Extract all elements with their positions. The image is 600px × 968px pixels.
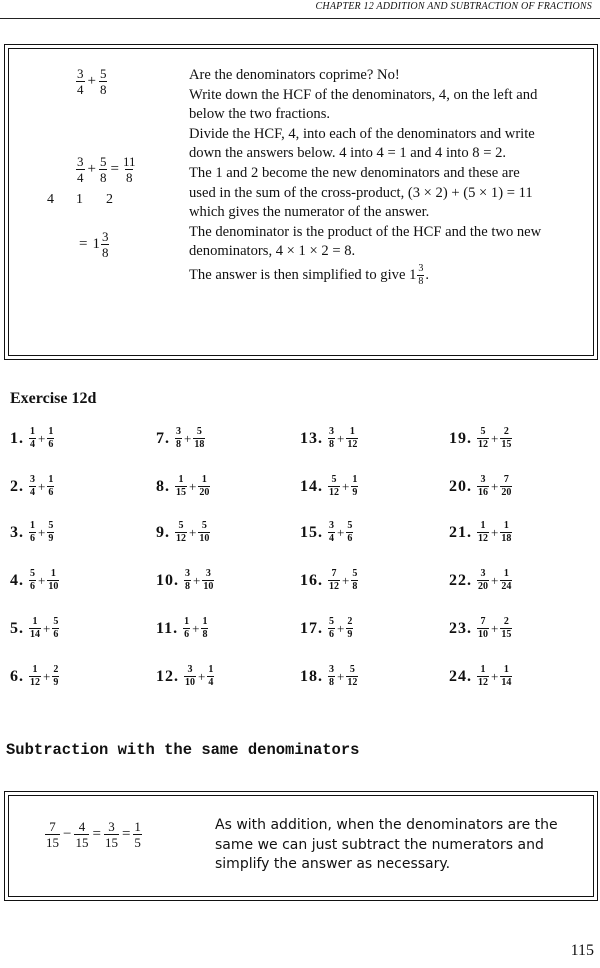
fraction: $\frac{5}{6}$ xyxy=(329,616,334,640)
exercise-problem: 22. $\frac{3}{20}$ + $\frac{1}{24}$ xyxy=(449,568,512,592)
fraction: $\frac{1}{24}$ xyxy=(501,568,512,592)
problem-number: 3. xyxy=(10,523,24,541)
explanation-line: The denominator is the product of the HCF and the two new denominators, 4 × 1 × 2 = 8. xyxy=(189,223,542,260)
problem-number: 4. xyxy=(10,571,24,589)
problem-number: 23. xyxy=(449,619,472,637)
fraction: $\frac{3}{4}$ xyxy=(329,520,334,544)
exercise-problem: 20. $\frac{3}{16}$ + $\frac{7}{20}$ xyxy=(449,474,512,498)
fraction: $\frac{3}{10}$ xyxy=(185,664,195,688)
fraction: $\frac{1}{9}$ xyxy=(352,474,358,498)
section-title: Subtraction with the same denominators xyxy=(6,741,360,759)
new-denominator-1: 1 xyxy=(76,192,83,207)
explanation-line: Write down the HCF of the denominators, 4, on the left and below the two fractions. xyxy=(189,86,538,123)
fraction: $\frac{3}{4}$ xyxy=(77,66,84,97)
problem-number: 15. xyxy=(300,523,323,541)
fraction: $\frac{5}{12}$ xyxy=(347,664,358,688)
problem-number: 13. xyxy=(300,429,323,447)
fraction: $\frac{5}{18}$ xyxy=(194,426,205,450)
exercise-problem: 13. $\frac{3}{8}$ + $\frac{1}{12}$ xyxy=(300,426,358,450)
fraction: $\frac{1}{12}$ xyxy=(478,664,488,688)
fraction: $\frac{5}{12}$ xyxy=(329,474,339,498)
exercise-problem: 16. $\frac{7}{12}$ + $\frac{5}{8}$ xyxy=(300,568,358,592)
fraction: $\frac{5}{6}$ xyxy=(347,520,353,544)
problem-number: 10. xyxy=(156,571,179,589)
exercise-problem: 8. $\frac{1}{15}$ + $\frac{1}{20}$ xyxy=(156,474,210,498)
exercise-problem: 11. $\frac{1}{6}$ + $\frac{1}{8}$ xyxy=(156,616,208,640)
exercise-problem: 19. $\frac{5}{12}$ + $\frac{2}{15}$ xyxy=(449,426,512,450)
problem-number: 24. xyxy=(449,667,472,685)
exercise-problem: 10. $\frac{3}{8}$ + $\frac{3}{10}$ xyxy=(156,568,214,592)
fraction: $\frac{7}{10}$ xyxy=(478,616,488,640)
explanation-line: Are the denominators coprime? No! xyxy=(189,67,400,83)
problem-number: 18. xyxy=(300,667,323,685)
fraction: $\frac{1}{15}$ xyxy=(176,474,186,498)
fraction: $\frac{5}{6}$ xyxy=(53,616,59,640)
fraction: $\frac{3}{10}$ xyxy=(203,568,214,592)
problem-number: 17. xyxy=(300,619,323,637)
fraction: $\frac{5}{12}$ xyxy=(478,426,488,450)
chapter-header: CHAPTER 12 ADDITION AND SUBTRACTION OF FRACTIONS xyxy=(315,1,592,12)
fraction: $\frac{5}{12}$ xyxy=(176,520,186,544)
fraction: $\frac{1}{8}$ xyxy=(202,616,208,640)
fraction: $\frac{3}{8}$ xyxy=(329,426,334,450)
problem-number: 1. xyxy=(10,429,24,447)
fraction: $\frac{3}{8}$ xyxy=(176,426,181,450)
problem-number: 7. xyxy=(156,429,170,447)
fraction: $\frac{2}{9}$ xyxy=(347,616,353,640)
exercise-problem: 9. $\frac{5}{12}$ + $\frac{5}{10}$ xyxy=(156,520,210,544)
fraction: $\frac{2}{15}$ xyxy=(501,426,512,450)
page-number: 115 xyxy=(570,942,594,959)
fraction: $\frac{1}{6}$ xyxy=(30,520,35,544)
exercise-problem: 2. $\frac{3}{4}$ + $\frac{1}{6}$ xyxy=(10,474,54,498)
fraction: $\frac{1}{10}$ xyxy=(48,568,59,592)
fraction: $\frac{1}{12}$ xyxy=(347,426,358,450)
exercise-problem: 1. $\frac{1}{4}$ + $\frac{1}{6}$ xyxy=(10,426,54,450)
fraction: $\frac{1}{18}$ xyxy=(501,520,512,544)
fraction: $\frac{1}{14}$ xyxy=(501,664,512,688)
fraction: $\frac{7}{15}$ xyxy=(46,819,59,850)
problem-number: 5. xyxy=(10,619,24,637)
fraction: $\frac{5}{6}$ xyxy=(30,568,35,592)
fraction: $\frac{5}{8}$ xyxy=(99,154,107,185)
fraction: $\frac{2}{9}$ xyxy=(53,664,59,688)
exercise-problem: 4. $\frac{5}{6}$ + $\frac{1}{10}$ xyxy=(10,568,59,592)
problem-number: 22. xyxy=(449,571,472,589)
problem-number: 19. xyxy=(449,429,472,447)
problem-number: 8. xyxy=(156,477,170,495)
fraction: $\frac{1}{14}$ xyxy=(30,616,40,640)
exercise-problem: 12. $\frac{3}{10}$ + $\frac{1}{4}$ xyxy=(156,664,214,688)
problem-number: 21. xyxy=(449,523,472,541)
exercise-problem: 14. $\frac{5}{12}$ + $\frac{1}{9}$ xyxy=(300,474,358,498)
fraction: $\frac{3}{8}$ xyxy=(185,568,190,592)
example-sum-2: $\frac{3}{4}$ + $\frac{5}{8}$ = $\frac{11}{8}$ xyxy=(77,154,136,185)
fraction: $\frac{7}{12}$ xyxy=(329,568,339,592)
problem-number: 20. xyxy=(449,477,472,495)
exercise-problem: 21. $\frac{1}{12}$ + $\frac{1}{18}$ xyxy=(449,520,512,544)
fraction: $\frac{1}{5}$ xyxy=(134,819,141,850)
fraction: $\frac{7}{20}$ xyxy=(501,474,512,498)
fraction: $\frac{5}{10}$ xyxy=(199,520,210,544)
fraction: $\frac{3}{4}$ xyxy=(30,474,35,498)
fraction: $\frac{1}{6}$ xyxy=(48,426,54,450)
problem-number: 2. xyxy=(10,477,24,495)
explanation-line: The 1 and 2 become the new denominators and these are used in the sum of the cross-product, (3 × 2) + (5 × 1) = 11 which gives the numerator of the answer. xyxy=(189,164,533,221)
fraction: $\frac{4}{15}$ xyxy=(75,819,89,850)
explanation-final-line: The answer is then simplified to give 1 $\frac{3}{8}$ . xyxy=(189,262,430,287)
exercise-problem: 24. $\frac{1}{12}$ + $\frac{1}{14}$ xyxy=(449,664,512,688)
fraction: $\frac{5}{9}$ xyxy=(48,520,54,544)
exercise-problem: 3. $\frac{1}{6}$ + $\frac{5}{9}$ xyxy=(10,520,54,544)
header-rule xyxy=(0,18,600,19)
fraction: $\frac{1}{20}$ xyxy=(199,474,210,498)
exercise-problem: 7. $\frac{3}{8}$ + $\frac{5}{18}$ xyxy=(156,426,205,450)
fraction: $\frac{3}{20}$ xyxy=(478,568,488,592)
example-explanation xyxy=(189,66,549,287)
problem-number: 16. xyxy=(300,571,323,589)
fraction: $\frac{5}{8}$ xyxy=(352,568,358,592)
fraction: $\frac{3}{8}$ xyxy=(418,262,424,287)
hcf-label: 4 xyxy=(47,192,54,207)
fraction: $\frac{3}{15}$ xyxy=(104,819,118,850)
fraction: $\frac{3}{8}$ xyxy=(101,229,109,260)
exercise-problem: 23. $\frac{7}{10}$ + $\frac{2}{15}$ xyxy=(449,616,512,640)
fraction: $\frac{11}{8}$ xyxy=(122,154,136,185)
problem-number: 9. xyxy=(156,523,170,541)
example-sum-1: $\frac{3}{4}$ + $\frac{5}{8}$ xyxy=(77,66,107,97)
problem-number: 6. xyxy=(10,667,24,685)
fraction: $\frac{2}{15}$ xyxy=(501,616,512,640)
problem-number: 14. xyxy=(300,477,323,495)
problem-number: 11. xyxy=(156,619,179,637)
exercise-problem: 18. $\frac{3}{8}$ + $\frac{5}{12}$ xyxy=(300,664,358,688)
fraction: $\frac{1}{4}$ xyxy=(30,426,35,450)
fraction: $\frac{5}{8}$ xyxy=(99,66,107,97)
fraction: $\frac{3}{8}$ xyxy=(329,664,334,688)
subtraction-explanation: As with addition, when the denominators are the same we can just subtract the numerators and simplify the answer as necessary. xyxy=(215,817,558,872)
explanation-line: Divide the HCF, 4, into each of the denominators and write down the answers below. 4 into 4 = 1 and 4 into 8 = 2. xyxy=(189,125,535,162)
subtraction-equation: $\frac{7}{15}$ − $\frac{4}{15}$ = $\frac{3}{15}$ = $\frac{1}{5}$ xyxy=(46,819,141,850)
fraction: $\frac{3}{16}$ xyxy=(478,474,488,498)
fraction: $\frac{1}{6}$ xyxy=(184,616,190,640)
problem-number: 12. xyxy=(156,667,179,685)
exercise-title: Exercise 12d xyxy=(10,390,97,407)
exercise-problem: 15. $\frac{3}{4}$ + $\frac{5}{6}$ xyxy=(300,520,353,544)
fraction: $\frac{1}{4}$ xyxy=(208,664,214,688)
fraction: $\frac{1}{12}$ xyxy=(30,664,40,688)
exercise-problem: 5. $\frac{1}{14}$ + $\frac{5}{6}$ xyxy=(10,616,59,640)
exercise-problem: 6. $\frac{1}{12}$ + $\frac{2}{9}$ xyxy=(10,664,59,688)
new-denominator-2: 2 xyxy=(106,192,113,207)
fraction: $\frac{1}{6}$ xyxy=(48,474,54,498)
fraction: $\frac{3}{4}$ xyxy=(77,154,84,185)
example-answer: = 1 $\frac{3}{8}$ xyxy=(79,229,109,260)
exercise-problem: 17. $\frac{5}{6}$ + $\frac{2}{9}$ xyxy=(300,616,353,640)
fraction: $\frac{1}{12}$ xyxy=(478,520,488,544)
